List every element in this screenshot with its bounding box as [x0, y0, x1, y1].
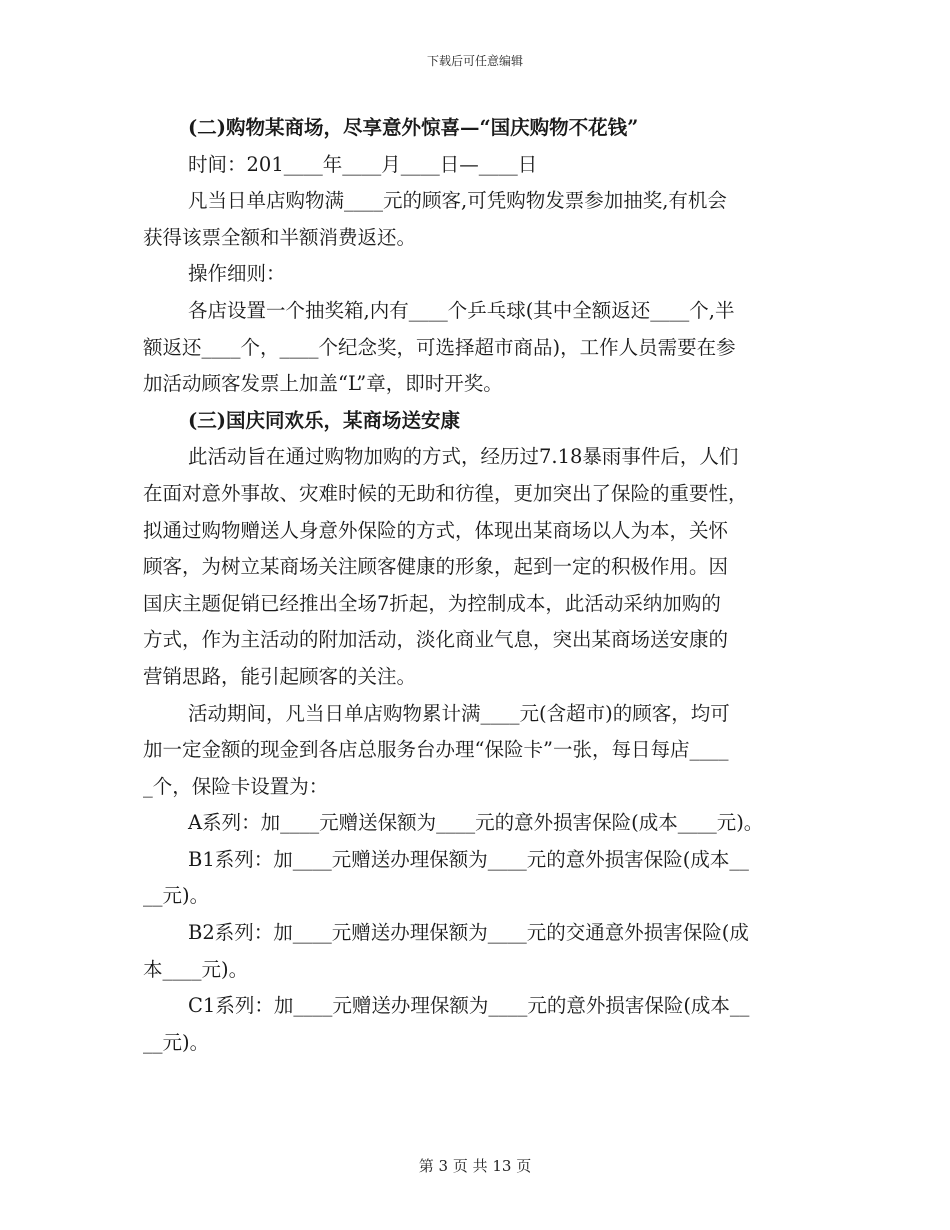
text-line: 方式，作为主活动的附加活动，淡化商业气息，突出某商场送安康的: [143, 628, 729, 652]
text-line: __元)。: [143, 1030, 210, 1054]
text-line: 在面对意外事故、灾难时候的无助和彷徨，更加突出了保险的重要性，: [143, 481, 748, 505]
section-heading: (三)国庆同欢乐，某商场送安康: [188, 408, 460, 432]
section-heading: (二)购物某商场，尽享意外惊喜—“国庆购物不花钱”: [188, 116, 639, 139]
text-line: 国庆主题促销已经推出全场7折起，为控制成本，此活动采纳加购的: [143, 591, 721, 615]
text-line: _个，保险卡设置为：: [143, 774, 329, 798]
text-line: 活动期间，凡当日单店购物累计满____元(含超市)的顾客，均可: [188, 701, 730, 725]
page-footer: 第 3 页 共 13 页: [418, 1157, 532, 1175]
text-line: 时间：201____年____月____日—____日: [188, 152, 538, 176]
text-line: 额返还____个，____个纪念奖，可选择超市商品)，工作人员需要在参: [143, 335, 736, 359]
document-body: [143, 110, 818, 1061]
text-line: B2系列：加____元赠送办理保额为____元的交通意外损害保险(成: [188, 921, 749, 945]
text-line: __元)。: [143, 884, 210, 908]
text-line: 加一定金额的现金到各店总服务台办理“保险卡”一张，每日每店____: [143, 738, 729, 762]
text-line: 本____元)。: [143, 957, 249, 981]
text-line: C1系列：加____元赠送办理保额为____元的意外损害保险(成本__: [188, 994, 750, 1018]
text-line: 获得该票全额和半额消费返还。: [143, 225, 417, 249]
text-line: 凡当日单店购物满____元的顾客,可凭购物发票参加抽奖,有机会: [188, 189, 727, 213]
text-line: 营销思路，能引起顾客的关注。: [143, 664, 417, 688]
text-line: 加活动顾客发票上加盖“L”章，即时开奖。: [143, 372, 503, 396]
text-line: B1系列：加____元赠送办理保额为____元的意外损害保险(成本__: [188, 847, 749, 871]
text-line: 操作细则：: [188, 262, 286, 286]
text-line: 各店设置一个抽奖箱,内有____个乒乓球(其中全额返还____个,半: [188, 298, 735, 322]
text-line: 此活动旨在通过购物加购的方式，经历过7.18暴雨事件后，人们: [188, 445, 739, 469]
text-line: 拟通过购物赠送人身意外保险的方式，体现出某商场以人为本，关怀: [143, 518, 729, 542]
text-line: 顾客，为树立某商场关注顾客健康的形象，起到一定的积极作用。因: [143, 555, 729, 579]
page-header: 下载后可任意编辑: [426, 54, 523, 68]
text-line: A系列：加____元赠送保额为____元的意外损害保险(成本____元)。: [188, 811, 764, 835]
